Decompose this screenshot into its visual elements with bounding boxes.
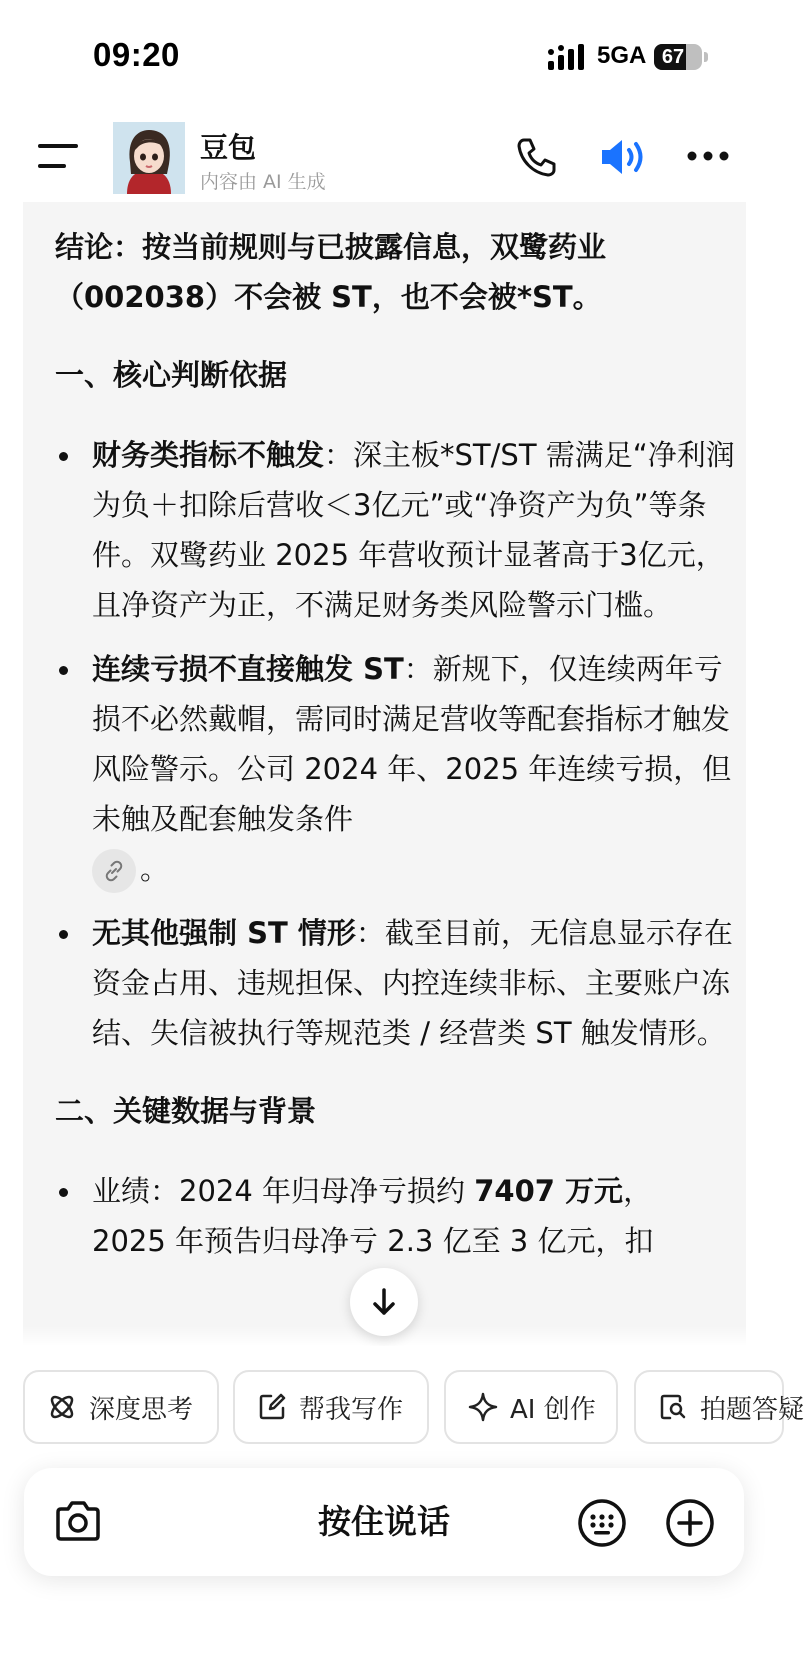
photo-search-icon bbox=[658, 1392, 688, 1422]
battery-level: 67 bbox=[661, 46, 685, 68]
reason-list bbox=[55, 430, 735, 1058]
conclusion-text: 结论：按当前规则与已披露信息，双鹭药业（002038）不会被 ST，也不会被*ST。 bbox=[55, 230, 607, 314]
hold-to-talk-button[interactable]: 按住说话 bbox=[318, 1502, 450, 1541]
menu-icon[interactable] bbox=[38, 140, 80, 172]
keyboard-icon[interactable] bbox=[577, 1498, 627, 1548]
bullet-text: ， bbox=[623, 1174, 653, 1208]
bullet-text: ：新规下，仅连续两年亏损不必然戴帽，需同时满足营收等配套指标才触发风险警示。公司 2024 年、2025 年连续亏损，但未触及配套触发条件 bbox=[92, 652, 732, 836]
avatar[interactable] bbox=[113, 122, 185, 194]
bullet-text: 业绩：2024 年归母净亏损约 bbox=[92, 1174, 475, 1208]
ai-create-button[interactable] bbox=[444, 1370, 618, 1444]
list-item bbox=[55, 644, 735, 894]
chip-label: 拍题答疑 bbox=[700, 1394, 804, 1425]
voice-input-bar bbox=[24, 1468, 744, 1576]
avatar-image bbox=[113, 122, 185, 194]
assistant-message bbox=[55, 222, 735, 1280]
section-heading-2: 二、关键数据与背景 bbox=[55, 1094, 317, 1128]
battery-icon bbox=[654, 44, 702, 70]
chat-header bbox=[0, 110, 769, 202]
signal-icon bbox=[548, 44, 586, 70]
bot-name: 豆包 bbox=[200, 131, 257, 164]
edit-icon bbox=[257, 1392, 287, 1422]
reference-link-button[interactable] bbox=[92, 849, 136, 893]
assistant-message-card bbox=[23, 202, 746, 1345]
bullet-title: 连续亏损不直接触发 ST bbox=[92, 652, 404, 686]
writing-button[interactable] bbox=[233, 1370, 429, 1444]
phone-icon[interactable] bbox=[515, 136, 557, 178]
sparkle-icon bbox=[468, 1392, 498, 1422]
bullet-title: 无其他强制 ST 情形 bbox=[92, 916, 356, 950]
network-type: 5GA bbox=[597, 42, 647, 69]
link-icon bbox=[102, 859, 126, 883]
arrow-down-icon bbox=[369, 1287, 399, 1317]
ai-disclaimer: 内容由 AI 生成 bbox=[200, 171, 326, 193]
chip-label: AI 创作 bbox=[510, 1394, 596, 1425]
more-icon[interactable] bbox=[686, 150, 730, 162]
bullet-tail: 。 bbox=[140, 852, 170, 886]
speaker-icon[interactable] bbox=[600, 136, 648, 178]
section-heading-1: 一、核心判断依据 bbox=[55, 358, 288, 392]
data-list bbox=[55, 1166, 735, 1266]
bullet-text: ：深主板*ST/ST 需满足“净利润为负＋扣除后营收＜3亿元”或“净资产为负”等条件。双鹭药业 2025 年营收预计显著高于3亿元，且净资产为正，不满足财务类风险警示门槛。 bbox=[92, 438, 735, 622]
chip-label: 帮我写作 bbox=[299, 1394, 404, 1425]
deep-think-icon bbox=[47, 1392, 77, 1422]
bullet-figure: 7407 万元 bbox=[474, 1174, 624, 1208]
bullet-title: 财务类指标不触发 bbox=[92, 438, 325, 472]
status-bar bbox=[0, 0, 769, 110]
photo-question-button[interactable] bbox=[634, 1370, 804, 1444]
list-item bbox=[55, 1166, 735, 1266]
battery-cap bbox=[704, 52, 708, 62]
bullet-text: 2025 年预告归母净亏 2.3 亿至 3 亿元，扣 bbox=[92, 1224, 654, 1258]
status-time: 09:20 bbox=[93, 36, 180, 73]
list-item bbox=[55, 908, 735, 1058]
chip-label: 深度思考 bbox=[89, 1394, 194, 1425]
quick-actions-bar bbox=[0, 1346, 804, 1446]
scroll-to-bottom-button[interactable] bbox=[350, 1268, 418, 1336]
camera-icon[interactable] bbox=[54, 1498, 102, 1544]
deep-think-button[interactable] bbox=[23, 1370, 219, 1444]
bullet-text: ：截至目前，无信息显示存在资金占用、违规担保、内控连续非标、主要账户冻结、失信被执行等规范类 / 经营类 ST 触发情形。 bbox=[92, 916, 733, 1050]
plus-icon[interactable] bbox=[665, 1498, 715, 1548]
list-item bbox=[55, 430, 735, 630]
